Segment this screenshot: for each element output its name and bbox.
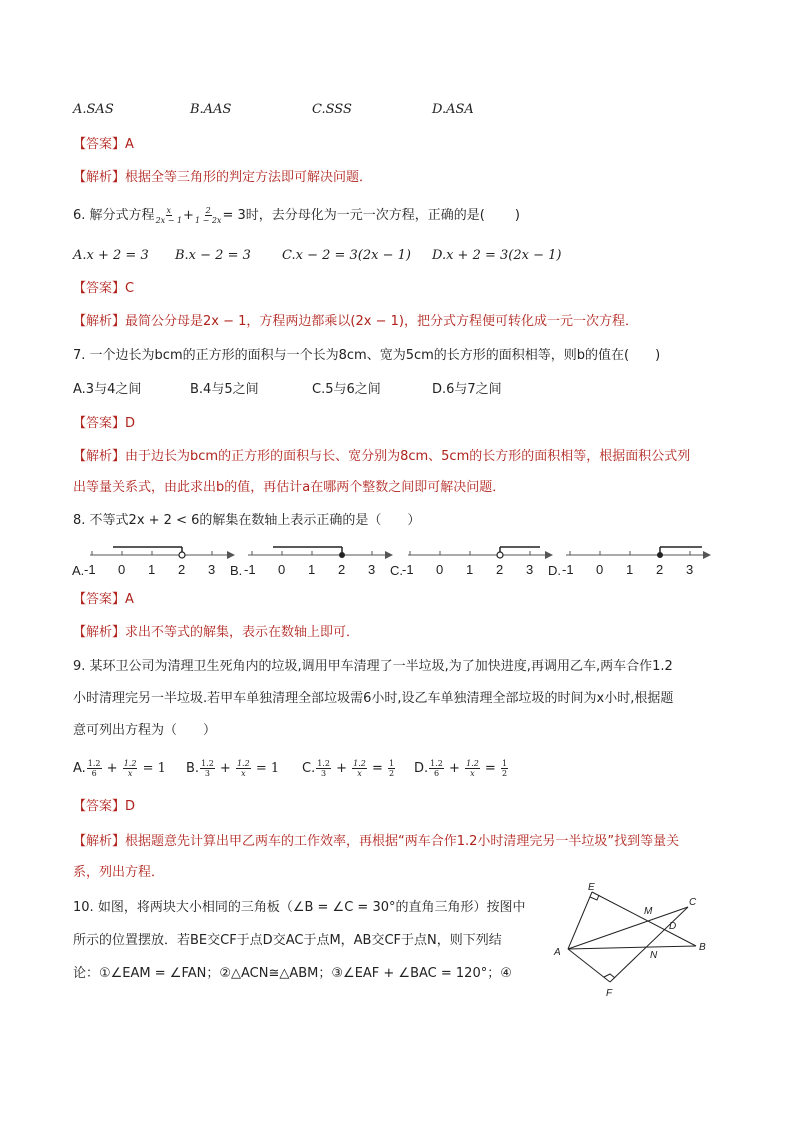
denominator: x: [127, 769, 133, 778]
rhs: = 1: [142, 761, 166, 776]
stem-text: 解分式方程: [89, 208, 155, 223]
q5-option-d: D.ASA: [432, 102, 474, 117]
tick-label: 2: [338, 562, 346, 577]
q6-stem: [73, 206, 520, 226]
tick-label: 0: [278, 562, 286, 577]
answer-label: 【答案】: [73, 281, 126, 296]
numerator: 1.2: [353, 759, 366, 768]
q8-answer: [73, 590, 134, 610]
tick-label: 1: [308, 562, 316, 577]
denominator: x: [470, 769, 475, 778]
analysis-text: 根据全等三角形的判定方法即可解决问题．: [125, 170, 373, 185]
fraction: [123, 759, 138, 778]
numerator: 1.2: [201, 759, 214, 768]
q6-option-d: D.x + 2 = 3(2x − 1): [432, 248, 562, 263]
analysis-label: 【解析】: [73, 449, 126, 464]
denominator: 6: [433, 769, 440, 778]
q9-stem: [73, 657, 673, 677]
tick-label: 2: [178, 562, 186, 577]
option-letter: C.: [302, 761, 316, 776]
analysis-label: 【解析】: [73, 314, 126, 329]
q7-option-b: B.4与5之间: [190, 382, 259, 397]
analysis-label: 【解析】: [73, 625, 126, 640]
q6-option-c: C.x − 2 = 3(2x − 1): [282, 248, 411, 263]
q8-stem: [73, 511, 420, 531]
fraction-1: [156, 206, 182, 225]
option-letter: B.: [186, 761, 200, 776]
analysis-text: 根据题意先计算出甲乙两车的工作效率，再根据“两车合作1.2小时清理完另一半垃圾”找到等量关: [125, 834, 680, 849]
analysis-label: 【解析】: [73, 834, 126, 849]
answer-value: C: [125, 281, 135, 296]
tick-label: 1: [148, 562, 156, 577]
question-number: 9.: [73, 659, 86, 674]
point-label-e: E: [588, 882, 595, 893]
q7-stem: [73, 346, 660, 366]
denominator: 6: [91, 769, 97, 778]
tick-label: 1: [466, 562, 474, 577]
q9-option-b: B. $\frac{1.2}{3}$ + $\frac{1.2}{x}$ = 1: [186, 759, 280, 778]
tick-label: 0: [118, 562, 126, 577]
q6-analysis: [73, 312, 638, 332]
fraction: [388, 759, 395, 778]
rhs: = 1: [255, 761, 280, 776]
option-letter: A.: [73, 761, 86, 776]
point-label-b: B: [699, 942, 706, 953]
fraction: [87, 759, 102, 778]
point-label-n: N: [650, 950, 658, 961]
tick-label: -1: [84, 562, 96, 577]
numerator: 1: [501, 759, 508, 768]
denominator: x: [241, 769, 246, 778]
tick-label: 1: [626, 562, 634, 577]
q5-analysis: [73, 168, 372, 188]
answer-value: D: [125, 416, 136, 431]
fraction: [352, 759, 367, 778]
fraction: [200, 759, 215, 778]
point-label-c: C: [689, 897, 697, 908]
q7-analysis-cont: 出等量关系式，由此求出b的值，再估计a在哪两个整数之间即可解决问题．: [73, 480, 506, 495]
tick-label: 3: [368, 562, 376, 577]
question-number: 8.: [73, 513, 86, 528]
q5-option-b: B.AAS: [190, 102, 232, 117]
triangle-diagram: [548, 878, 718, 1003]
q9-option-a: A. $\frac{1.2}{6}$ + $\frac{1.2}{x}$ = 1: [73, 759, 166, 778]
point-label-m: M: [644, 906, 653, 917]
denominator: 2: [389, 769, 395, 778]
fraction: [501, 759, 508, 778]
q7-option-d: D.6与7之间: [432, 382, 502, 397]
q5-option-c: C.SSS: [312, 102, 352, 117]
q9-option-c: C. $\frac{1.2}{3}$ + $\frac{1.2}{x}$ = $\frac{1}{2}$: [302, 759, 395, 778]
tick-label: -1: [244, 562, 256, 577]
plus-sign: +: [183, 208, 194, 223]
stem-text: 一个边长为bcm的正方形的面积与一个长为8cm、宽为5cm的长方形的面积相等，则b的值在( ): [89, 348, 661, 363]
q7-option-c: C.5与6之间: [312, 382, 381, 397]
answer-value: A: [125, 137, 134, 152]
numerator: 1.2: [430, 759, 443, 768]
q6-option-b: B.x − 2 = 3: [175, 248, 251, 263]
numerator: 2: [205, 206, 211, 215]
analysis-label: 【解析】: [73, 170, 126, 185]
tick-label: 0: [596, 562, 604, 577]
q9-analysis-cont: 系，列出方程．: [73, 865, 165, 880]
option-letter: C.: [390, 563, 403, 578]
stem-text: = 3时，去分母化为一元一次方程，正确的是(: [222, 208, 485, 223]
numerator: 1.2: [236, 759, 250, 768]
option-letter: A.: [72, 563, 85, 578]
fraction: [429, 759, 444, 778]
question-number: 10.: [73, 900, 94, 915]
numerator: x: [166, 206, 172, 215]
q9-analysis: [73, 832, 679, 852]
stem-text: 某环卫公司为清理卫生死角内的垃圾,调用甲车清理了一半垃圾,为了加快进度,再调用乙车,两车合作1.2: [89, 659, 673, 674]
tick-label: 2: [496, 562, 504, 577]
numerator: 1.2: [87, 759, 101, 768]
q9-stem-cont: 意可列出方程为（ ）: [73, 723, 217, 738]
tick-label: 3: [208, 562, 216, 577]
q9-stem-cont: 小时清理完另一半垃圾.若甲车单独清理全部垃圾需6小时,设乙车单独清理全部垃圾的时间为x小时,根据题: [73, 691, 674, 706]
question-number: 6.: [73, 208, 86, 223]
analysis-text: 求出不等式的解集，表示在数轴上即可．: [125, 625, 360, 640]
point-label-f: F: [606, 988, 613, 999]
tick-label: 2: [656, 562, 664, 577]
numerator: 1.2: [466, 759, 479, 768]
q6-option-a: A.x + 2 = 3: [73, 248, 149, 263]
analysis-text: 由于边长为bcm的正方形的面积与长、宽分别为8cm、5cm的长方形的面积相等，根据面积公式列: [125, 449, 691, 464]
answer-label: 【答案】: [73, 416, 126, 431]
analysis-text: 最简公分母是2x − 1，方程两边都乘以(2x − 1)，把分式方程便可转化成一元一次方程．: [125, 314, 638, 329]
fraction-2: [195, 206, 221, 225]
numerator: 1.2: [123, 759, 137, 768]
answer-label: 【答案】: [73, 592, 126, 607]
q9-answer: [73, 797, 135, 817]
option-letter: B.: [230, 563, 243, 578]
q10-stem-cont: 所示的位置摆放．若BE交CF于点D交AC于点M，AB交CF于点N，则下列结: [73, 933, 502, 948]
tick-label: -1: [562, 562, 574, 577]
stem-text: 不等式2x + 2 < 6的解集在数轴上表示正确的是（ ）: [89, 513, 421, 528]
answer-label: 【答案】: [73, 137, 126, 152]
fraction: [236, 759, 251, 778]
numerator: 1: [389, 759, 395, 768]
answer-label: 【答案】: [73, 799, 126, 814]
tick-label: 0: [436, 562, 444, 577]
q5-answer: [73, 135, 134, 155]
denominator: 3: [204, 769, 210, 778]
denominator: x: [357, 769, 362, 778]
q9-option-d: D. $\frac{1.2}{6}$ + $\frac{1.2}{x}$ = $\frac{1}{2}$: [414, 759, 508, 778]
fraction: [316, 759, 331, 778]
number-line-options: [70, 538, 720, 580]
tick-label: -1: [402, 562, 414, 577]
q5-option-a: A.SAS: [73, 102, 114, 117]
fraction: [465, 759, 480, 778]
option-letter: D.: [548, 563, 561, 578]
q6-answer: [73, 279, 134, 299]
denominator: 1 − 2x: [194, 216, 222, 225]
tick-label: 3: [526, 562, 534, 577]
stem-text: 如图，将两块大小相同的三角板（∠B = ∠C = 30°的直角三角形）按图中: [97, 900, 526, 915]
denominator: 2x − 1: [155, 216, 183, 225]
stem-text: ): [514, 208, 520, 223]
q7-analysis: [73, 447, 690, 467]
point-label-a: A: [554, 947, 561, 958]
q8-analysis: [73, 623, 359, 643]
denominator: 3: [321, 769, 327, 778]
numerator: 1.2: [317, 759, 330, 768]
q7-option-a: A.3与4之间: [73, 382, 142, 397]
denominator: 2: [501, 769, 508, 778]
q10-stem: [73, 898, 526, 918]
point-label-d: D: [669, 921, 677, 932]
q7-answer: [73, 414, 135, 434]
tick-label: 3: [686, 562, 694, 577]
answer-value: D: [125, 799, 136, 814]
option-letter: D.: [414, 761, 429, 776]
question-number: 7.: [73, 348, 86, 363]
q10-stem-cont: 论：①∠EAM = ∠FAN；②△ACN≅△ABM；③∠EAF + ∠BAC = 120°；④: [73, 966, 512, 981]
answer-value: A: [125, 592, 134, 607]
